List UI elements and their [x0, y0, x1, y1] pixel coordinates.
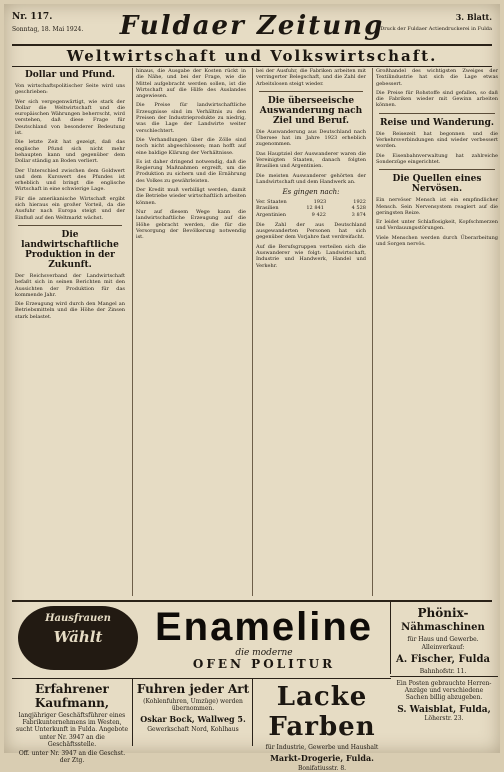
sheet-number: 3. Blatt.	[455, 12, 492, 22]
fuhren-advertisement	[132, 678, 253, 746]
article-paragraph: Die meisten Auswanderer gehörten der Landwirtschaft und dem Handwerk an.	[256, 172, 366, 185]
fuhren-text: (Kohlenfuhren, Umzüge) werden übernommen.	[143, 698, 243, 713]
article-paragraph: Viele Menschen werden durch Überarbeitung und Sorgen nervös.	[376, 234, 498, 248]
article-headline: Die überseeische Auswanderung nach Ziel und Beruf.	[259, 95, 363, 126]
printer-note: Druck der Fuldaer Actiendruckerei in Fulda	[380, 26, 492, 32]
phoenix-title: Phönix-	[417, 606, 469, 620]
divider	[379, 113, 495, 114]
article-paragraph: Wer sich vergegenwärtigt, wie stark der Dollar die Weltwirtschaft und die europäischen Währungen beherrscht, wird verstehen, daß diese Frage für Deutschland von besonderer Bedeutung ist.	[15, 98, 125, 137]
table-row: Argentinien 9 422 3 874	[256, 211, 366, 218]
kaufmann-title: Erfahrener Kaufmann,	[34, 682, 110, 710]
fuhren-firm: Oskar Bock, Wallweg 5.	[140, 714, 246, 725]
masthead	[12, 10, 492, 46]
article-headline: Die landwirtschaftliche Produktion in der Zukunft.	[21, 229, 119, 270]
column-1	[12, 68, 128, 596]
table-row: Brasilien 12 841 4 528	[256, 205, 366, 212]
article-paragraph: Die Auswanderung aus Deutschland nach Übersee hat im Jahre 1923 erheblich zugenommen.	[256, 128, 366, 148]
waisblat-firm: S. Waisblat, Fulda,	[397, 704, 491, 715]
table-title: Es gingen nach:	[282, 188, 340, 197]
article-paragraph: Die Eisenbahnverwaltung hat zahlreiche Sonderzüge eingerichtet.	[376, 152, 498, 165]
enameline-block	[144, 606, 384, 670]
lacke-advertisement	[252, 678, 391, 772]
waisblat-address: Löherstr. 23.	[424, 714, 464, 722]
divider	[18, 225, 122, 226]
section-title: Weltwirtschaft und Volkswirtschaft.	[12, 46, 492, 67]
article-columns	[12, 68, 498, 596]
enameline-tagline: die moderne	[235, 648, 293, 658]
article-paragraph: Das Hauptziel der Auswanderer waren die Vereinigten Staaten, danach folgten Brasilien und Argentinien.	[256, 150, 366, 170]
phoenix-firm: A. Fischer, Fulda	[396, 654, 490, 665]
hausfrauen-oval	[18, 606, 138, 670]
kaufmann-offer: Off. unter Nr. 3947 an die Geschst. der Ztg.	[18, 750, 126, 765]
article-paragraph: Die Zahl der aus Deutschland ausgewanderten Personen hat sich gegenüber dem Vorjahre fast verdreifacht.	[256, 221, 366, 241]
divider	[259, 91, 363, 92]
emigration-table	[256, 199, 366, 218]
article-paragraph: Ein nervöser Mensch ist ein empfindlicher Mensch. Sein Nervensystem reagiert auf die geringsten Reize.	[376, 197, 498, 216]
article-paragraph: Der Kredit muß verbilligt werden, damit die Betriebe wieder wirtschaftlich arbeiten können.	[136, 187, 246, 206]
phoenix-subtitle: Nähmaschinen	[401, 622, 485, 633]
article-paragraph: Es ist daher dringend notwendig, daß die Regierung Maßnahmen ergreift, um die Produktion zu sichern und die Ernährung des Volkes zu gewährleisten.	[136, 158, 246, 184]
phoenix-text: für Haus und Gewerbe. Alleinverkauf:	[407, 636, 479, 651]
article-headline: Die Quellen eines Nervösen.	[392, 174, 482, 195]
issue-number: Nr. 117.	[12, 12, 53, 22]
column-3	[252, 68, 369, 596]
issue-date: Sonntag, 18. Mai 1924.	[12, 26, 84, 33]
article-paragraph: Die Verhandlungen über die Zölle sind noch nicht abgeschlossen; man hofft auf eine baldige Klärung der Verhältnisse.	[136, 136, 246, 156]
lacke-firm: Markt-Drogerie, Fulda.	[270, 753, 374, 764]
article-paragraph: Nur auf diesem Wege kann die landwirtschaftliche Erzeugung auf die Höhe gebracht werden, die für die Versorgung der Bevölkerung notwendig ist.	[136, 208, 246, 241]
table-row: Ver. Staaten 1923 1922	[256, 199, 366, 206]
lacke-title: Lacke Farben	[268, 682, 376, 742]
kaufmann-advertisement	[12, 678, 132, 765]
article-paragraph: Die Preise für landwirtschaftliche Erzeugnisse sind im Verhältnis zu den Preisen der Industrieprodukte zu niedrig, was die Lage der Landwirte weiter verschlechtert.	[136, 102, 246, 134]
newspaper-page	[4, 4, 500, 772]
lacke-address: Bonifatiusstr. 8.	[297, 765, 347, 772]
article-paragraph: Die Erzeugung wird durch den Mangel an Betriebsmitteln und die Höhe der Zinsen stark belastet.	[15, 301, 125, 320]
waisblat-advertisement	[390, 676, 498, 747]
article-paragraph: Großhandel des wichtigsten Zweiges der Textilindustrie hat sich die Lage etwas gebessert.	[376, 68, 498, 87]
article-paragraph: Auf die Berufsgruppen verteilen sich die Auswanderer wie folgt: Landwirtschaft, Industrie und Handwerk, Handel und Verkehr.	[256, 243, 366, 269]
column-4	[372, 68, 501, 596]
phoenix-address: Bahnhofstr. 11.	[419, 668, 467, 675]
fuhren-title: Fuhren jeder Art	[136, 682, 250, 696]
waehlt-text: Wählt	[53, 628, 103, 646]
divider	[379, 169, 495, 170]
article-paragraph: Für die amerikanische Wirtschaft ergibt sich hieraus ein großer Vorteil, da die Ausfuhr nach Europa steigt und der Einfluß auf den Weltmarkt wächst.	[15, 195, 125, 221]
enameline-advertisement	[12, 602, 391, 674]
waisblat-text: Ein Posten gebrauchte Herren-Anzüge und verschiedene Sachen billig abzugeben.	[396, 680, 492, 702]
lacke-text: für Industrie, Gewerbe und Haushalt	[265, 744, 379, 751]
column-2	[132, 68, 249, 596]
article-paragraph: Die letzte Zeit hat gezeigt, daß das englische Pfund sich nicht mehr behaupten kann und gegenüber dem Dollar ständig an Boden verliert.	[15, 139, 125, 165]
article-paragraph: Der Reichsverband der Landwirtschaft befaßt sich in seinen Berichten mit den Aussichten der Produktion für das kommende Jahr.	[15, 272, 125, 298]
article-paragraph: Die Reisezeit hat begonnen und die Verkehrsverbindungen sind wieder verbessert worden.	[376, 130, 498, 150]
hausfrauen-text: Hausfrauen	[45, 613, 111, 624]
article-headline: Dollar und Pfund.	[24, 70, 116, 80]
fuhren-note: Gewerkschaft Nord, Kohlhaus	[147, 726, 239, 734]
article-paragraph: Der Unterschied zwischen dem Goldwert und dem Kurswert des Pfundes ist erheblich und bringt die englische Wirtschaft in eine schwierige Lage.	[15, 167, 125, 193]
article-headline: Reise und Wanderung.	[379, 117, 495, 128]
article-paragraph: bei der Ausfuhr, die Fabriken arbeiten mit verringerter Belegschaft, und die Zahl der Arbeitslosen steigt wieder.	[256, 68, 366, 87]
article-paragraph: Von wirtschaftspolitischer Seite wird uns geschrieben:	[15, 83, 125, 96]
article-paragraph: Er leidet unter Schlaflosigkeit, Kopfschmerzen und Verdauungsstörungen.	[376, 219, 498, 232]
newspaper-title: Fuldaer Zeitung	[119, 11, 385, 41]
enameline-brand: Enameline	[154, 605, 374, 649]
article-paragraph: Die Preise für Rohstoffe sind gefallen, so daß die Fabriken wieder mit Gewinn arbeiten können.	[376, 89, 498, 109]
kaufmann-text: langjähriger Geschäftsführer eines Fabrikunternehmens im Westen, sucht Unterkunft in Fulda. Angebote unter Nr. 3947 an die Geschäftsstelle.	[16, 712, 129, 748]
enameline-product: OFEN POLITUR	[192, 657, 336, 671]
article-paragraph: hinaus, die Ausgabe der Kosten rückt in die Nähe, und bei der Frage, wie die Mittel aufgebracht werden sollen, ist die Wirtschaft auf die Hilfe des Auslandes angewiesen.	[136, 68, 246, 100]
